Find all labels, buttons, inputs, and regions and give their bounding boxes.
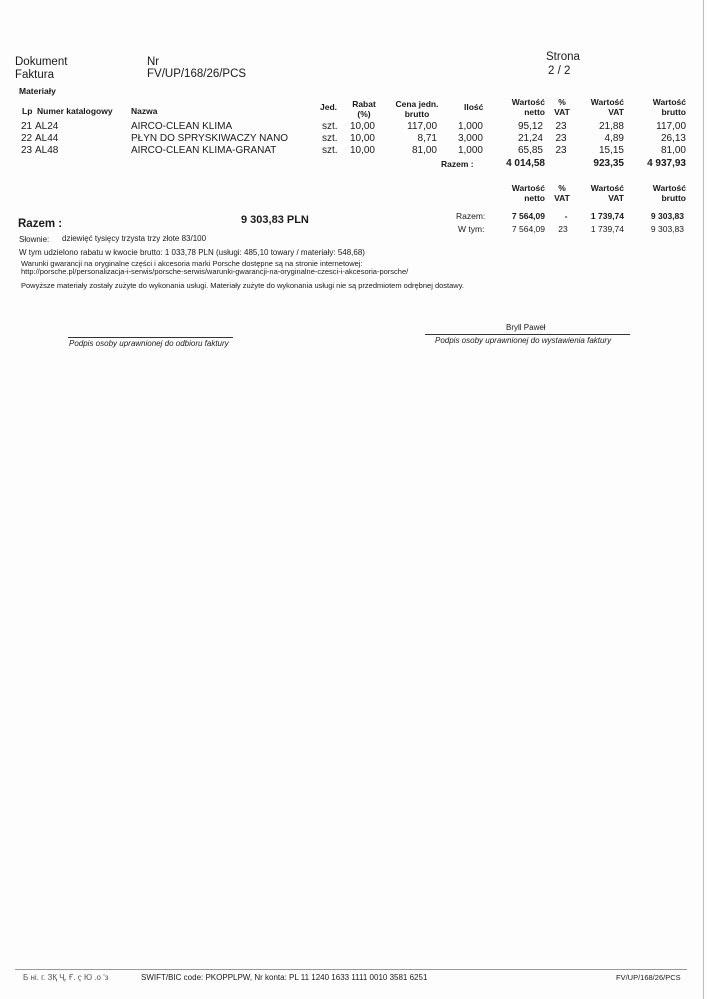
cell-unit-price: 81,00: [411, 145, 437, 156]
cell-qty: 3,000: [457, 133, 483, 144]
cell-vat-pct: 23: [555, 121, 567, 132]
summary-vat-total: 1 739,74: [590, 211, 624, 221]
invoice-number: FV/UP/168/26/PCS: [147, 68, 247, 80]
footer-company: Б ні. г. ЗҚ Ҷ. Ғ. ҁ Ю .о 'з: [23, 973, 109, 982]
nr-label: Nr: [147, 56, 160, 68]
materials-total-net: 4 014,58: [506, 158, 545, 169]
cell-unit: szt.: [322, 121, 338, 132]
col-net: Wartość netto: [511, 97, 545, 117]
cell-name: PŁYN DO SPRYSKIWACZY NANO: [131, 133, 289, 144]
summary-col-vat: Wartość VAT: [590, 183, 624, 203]
cell-discount: 10,00: [349, 133, 375, 144]
cell-qty: 1,000: [457, 121, 483, 132]
footer-reference: FV/UP/168/26/PCS: [616, 973, 681, 982]
cell-net: 95,12: [517, 121, 543, 132]
doc-label: Dokument: [15, 56, 68, 68]
summary-gross-total: 9 303,83: [650, 211, 684, 221]
cell-net: 21,24: [517, 133, 543, 144]
col-lp: Lp: [22, 106, 33, 116]
cell-name: AIRCO-CLEAN KLIMA: [131, 121, 233, 132]
cell-gross: 81,00: [660, 145, 686, 156]
summary-label-incl: W tym:: [458, 224, 485, 234]
col-vat-pct: % VAT: [554, 97, 570, 117]
col-qty: Ilość: [464, 102, 484, 112]
cell-lp: 22: [21, 133, 33, 144]
cell-discount: 10,00: [349, 121, 375, 132]
section-title: Materiały: [19, 86, 56, 96]
summary-net-incl: 7 564,09: [511, 224, 545, 234]
cell-discount: 10,00: [349, 145, 375, 156]
scan-edge: [703, 0, 704, 999]
materials-total-gross: 4 937,93: [647, 158, 686, 169]
receiver-signature-line: [68, 337, 233, 338]
cell-qty: 1,000: [457, 145, 483, 156]
grand-total-label: Razem :: [18, 218, 63, 230]
grand-total-value: 9 303,83 PLN: [241, 214, 309, 226]
cell-catalog: AL24: [35, 121, 59, 132]
cell-catalog: AL48: [35, 145, 59, 156]
discount-note: W tym udzielono rabatu w kwocie brutto: 1 033,78 PLN (usługi: 485,10 towary / materiały: 548,68): [19, 248, 365, 257]
summary-vat-pct-total: -: [564, 211, 568, 221]
page-label: Strona: [546, 51, 580, 63]
materials-total-label: Razem :: [441, 159, 474, 169]
cell-net: 65,85: [517, 145, 543, 156]
issuer-name: Bryll Paweł: [506, 323, 546, 332]
cell-unit-price: 8,71: [417, 133, 437, 144]
warranty-link: http://porsche.pl/personalizacja-i-serwis/porsche-serwis/warunki-gwarancji-na-oryginalne-czesci-i-akcesoria-porsche/: [21, 267, 409, 276]
cell-gross: 26,13: [660, 133, 686, 144]
cell-vat-pct: 23: [555, 145, 567, 156]
materials-note: Powyższe materiały zostały zużyte do wykonania usługi. Materiały zużyte do wykonania usługi nie są przedmiotem odrębnej dostawy.: [21, 281, 464, 290]
summary-net-total: 7 564,09: [511, 211, 545, 221]
cell-catalog: AL44: [35, 133, 59, 144]
cell-unit-price: 117,00: [407, 121, 437, 132]
cell-vat: 4,89: [604, 133, 624, 144]
cell-vat-pct: 23: [555, 133, 567, 144]
summary-label-total: Razem:: [456, 211, 486, 221]
summary-col-net: Wartość netto: [511, 183, 545, 203]
issuer-signature-caption: Podpis osoby uprawnionej do wystawienia faktury: [435, 336, 612, 345]
cell-lp: 23: [21, 145, 33, 156]
summary-vat-pct-incl: 23: [558, 224, 568, 234]
summary-col-vat-pct: % VAT: [554, 183, 570, 203]
summary-col-gross: Wartość brutto: [652, 183, 686, 203]
doc-type: Faktura: [15, 69, 54, 81]
col-catalog: Numer katalogowy: [37, 106, 113, 116]
cell-vat: 21,88: [598, 121, 624, 132]
cell-unit: szt.: [322, 145, 338, 156]
col-gross: Wartość brutto: [652, 97, 686, 117]
summary-gross-incl: 9 303,83: [650, 224, 684, 234]
summary-vat-incl: 1 739,74: [590, 224, 624, 234]
col-discount: Rabat (%): [352, 99, 376, 119]
materials-total-vat: 923,35: [593, 158, 624, 169]
issuer-signature-line: [425, 334, 630, 335]
in-words-label: Słownie:: [19, 235, 50, 244]
cell-name: AIRCO-CLEAN KLIMA-GRANAT: [131, 145, 277, 156]
col-name: Nazwa: [131, 106, 158, 116]
col-unit-price: Cena jedn. brutto: [395, 99, 439, 119]
page-number: 2 / 2: [548, 65, 571, 77]
footer-bank-details: SWIFT/BIC code: PKOPPLPW, Nr konta: PL 11 1240 1633 1111 0010 3581 6251: [141, 973, 428, 982]
cell-vat: 15,15: [598, 145, 624, 156]
footer-rule: [15, 969, 687, 970]
col-unit: Jed.: [320, 102, 338, 112]
cell-gross: 117,00: [656, 121, 686, 132]
receiver-signature-caption: Podpis osoby uprawnionej do odbioru faktury: [69, 339, 229, 348]
cell-unit: szt.: [322, 133, 338, 144]
cell-lp: 21: [21, 121, 33, 132]
in-words-value: dziewięć tysięcy trzysta trzy złote 83/100: [62, 234, 207, 243]
warranty-note: Warunki gwarancji na oryginalne części i akcesoria marki Porsche dostępne są na stronie internetowej:: [21, 259, 363, 268]
col-vat: Wartość VAT: [590, 97, 624, 117]
